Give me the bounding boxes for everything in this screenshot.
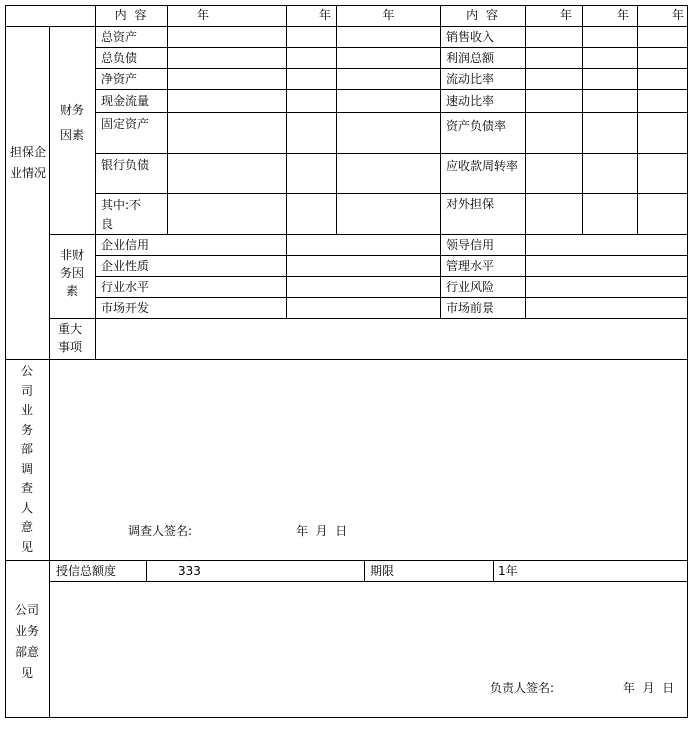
fin-right-item: 流动比率 xyxy=(446,72,495,86)
header-year-4: 年 xyxy=(559,8,572,22)
manager-signature-label: 负责人签名: xyxy=(490,681,555,695)
nonfin-left-item: 行业水平 xyxy=(101,280,150,294)
header-year-5: 年 xyxy=(616,8,629,22)
nonfin-right-item: 行业风险 xyxy=(446,280,495,294)
term-value: 1年 xyxy=(498,564,518,578)
header-year-2: 年 xyxy=(318,8,331,22)
section-opinion-label: 公司业务部意见 xyxy=(14,603,39,680)
header-content-right: 内 容 xyxy=(466,8,500,22)
fin-left-item: 银行负债 xyxy=(101,158,150,172)
nonfin-left-item: 市场开发 xyxy=(101,301,150,315)
term-label: 期限 xyxy=(370,564,395,578)
nonfin-left-item: 企业信用 xyxy=(101,238,150,252)
section-guarantee-label: 担保企业情况 xyxy=(10,145,47,180)
credit-total-label: 授信总额度 xyxy=(56,564,117,578)
section-investigation-label: 公司业务部调查人意见 xyxy=(20,364,33,554)
financial-label: 财务因素 xyxy=(59,103,84,142)
nonfin-left-item: 企业性质 xyxy=(101,259,150,273)
fin-right-item: 对外担保 xyxy=(446,197,495,211)
fin-right-item: 利润总额 xyxy=(446,51,495,65)
header-year-3: 年 xyxy=(382,8,395,22)
non-financial-label: 非财务因素 xyxy=(59,248,84,298)
header-year-1: 年 xyxy=(196,8,209,22)
investigation-date-label: 年 月 日 xyxy=(296,524,348,538)
fin-left-item: 其中:不良 xyxy=(101,198,142,231)
fin-left-item: 现金流量 xyxy=(101,94,150,108)
header-content-left: 内 容 xyxy=(114,8,149,22)
credit-total-value: 333 xyxy=(178,564,201,578)
header-year-6: 年 xyxy=(671,8,684,22)
nonfin-right-item: 领导信用 xyxy=(446,238,495,252)
nonfin-right-item: 市场前景 xyxy=(446,301,495,315)
fin-left-item: 总负债 xyxy=(101,51,138,65)
fin-left-item: 净资产 xyxy=(101,72,138,86)
fin-left-item: 总资产 xyxy=(101,30,138,44)
major-events-label: 重大事项 xyxy=(57,322,82,354)
fin-right-item: 应收款周转率 xyxy=(446,159,519,173)
nonfin-right-item: 管理水平 xyxy=(446,259,495,273)
fin-right-item: 资产负债率 xyxy=(446,119,507,133)
fin-right-item: 销售收入 xyxy=(446,30,495,44)
fin-right-item: 速动比率 xyxy=(446,94,495,108)
investigator-signature-label: 调查人签名: xyxy=(128,524,193,538)
opinion-date-label: 年 月 日 xyxy=(623,681,675,695)
fin-left-item: 固定资产 xyxy=(101,117,150,131)
